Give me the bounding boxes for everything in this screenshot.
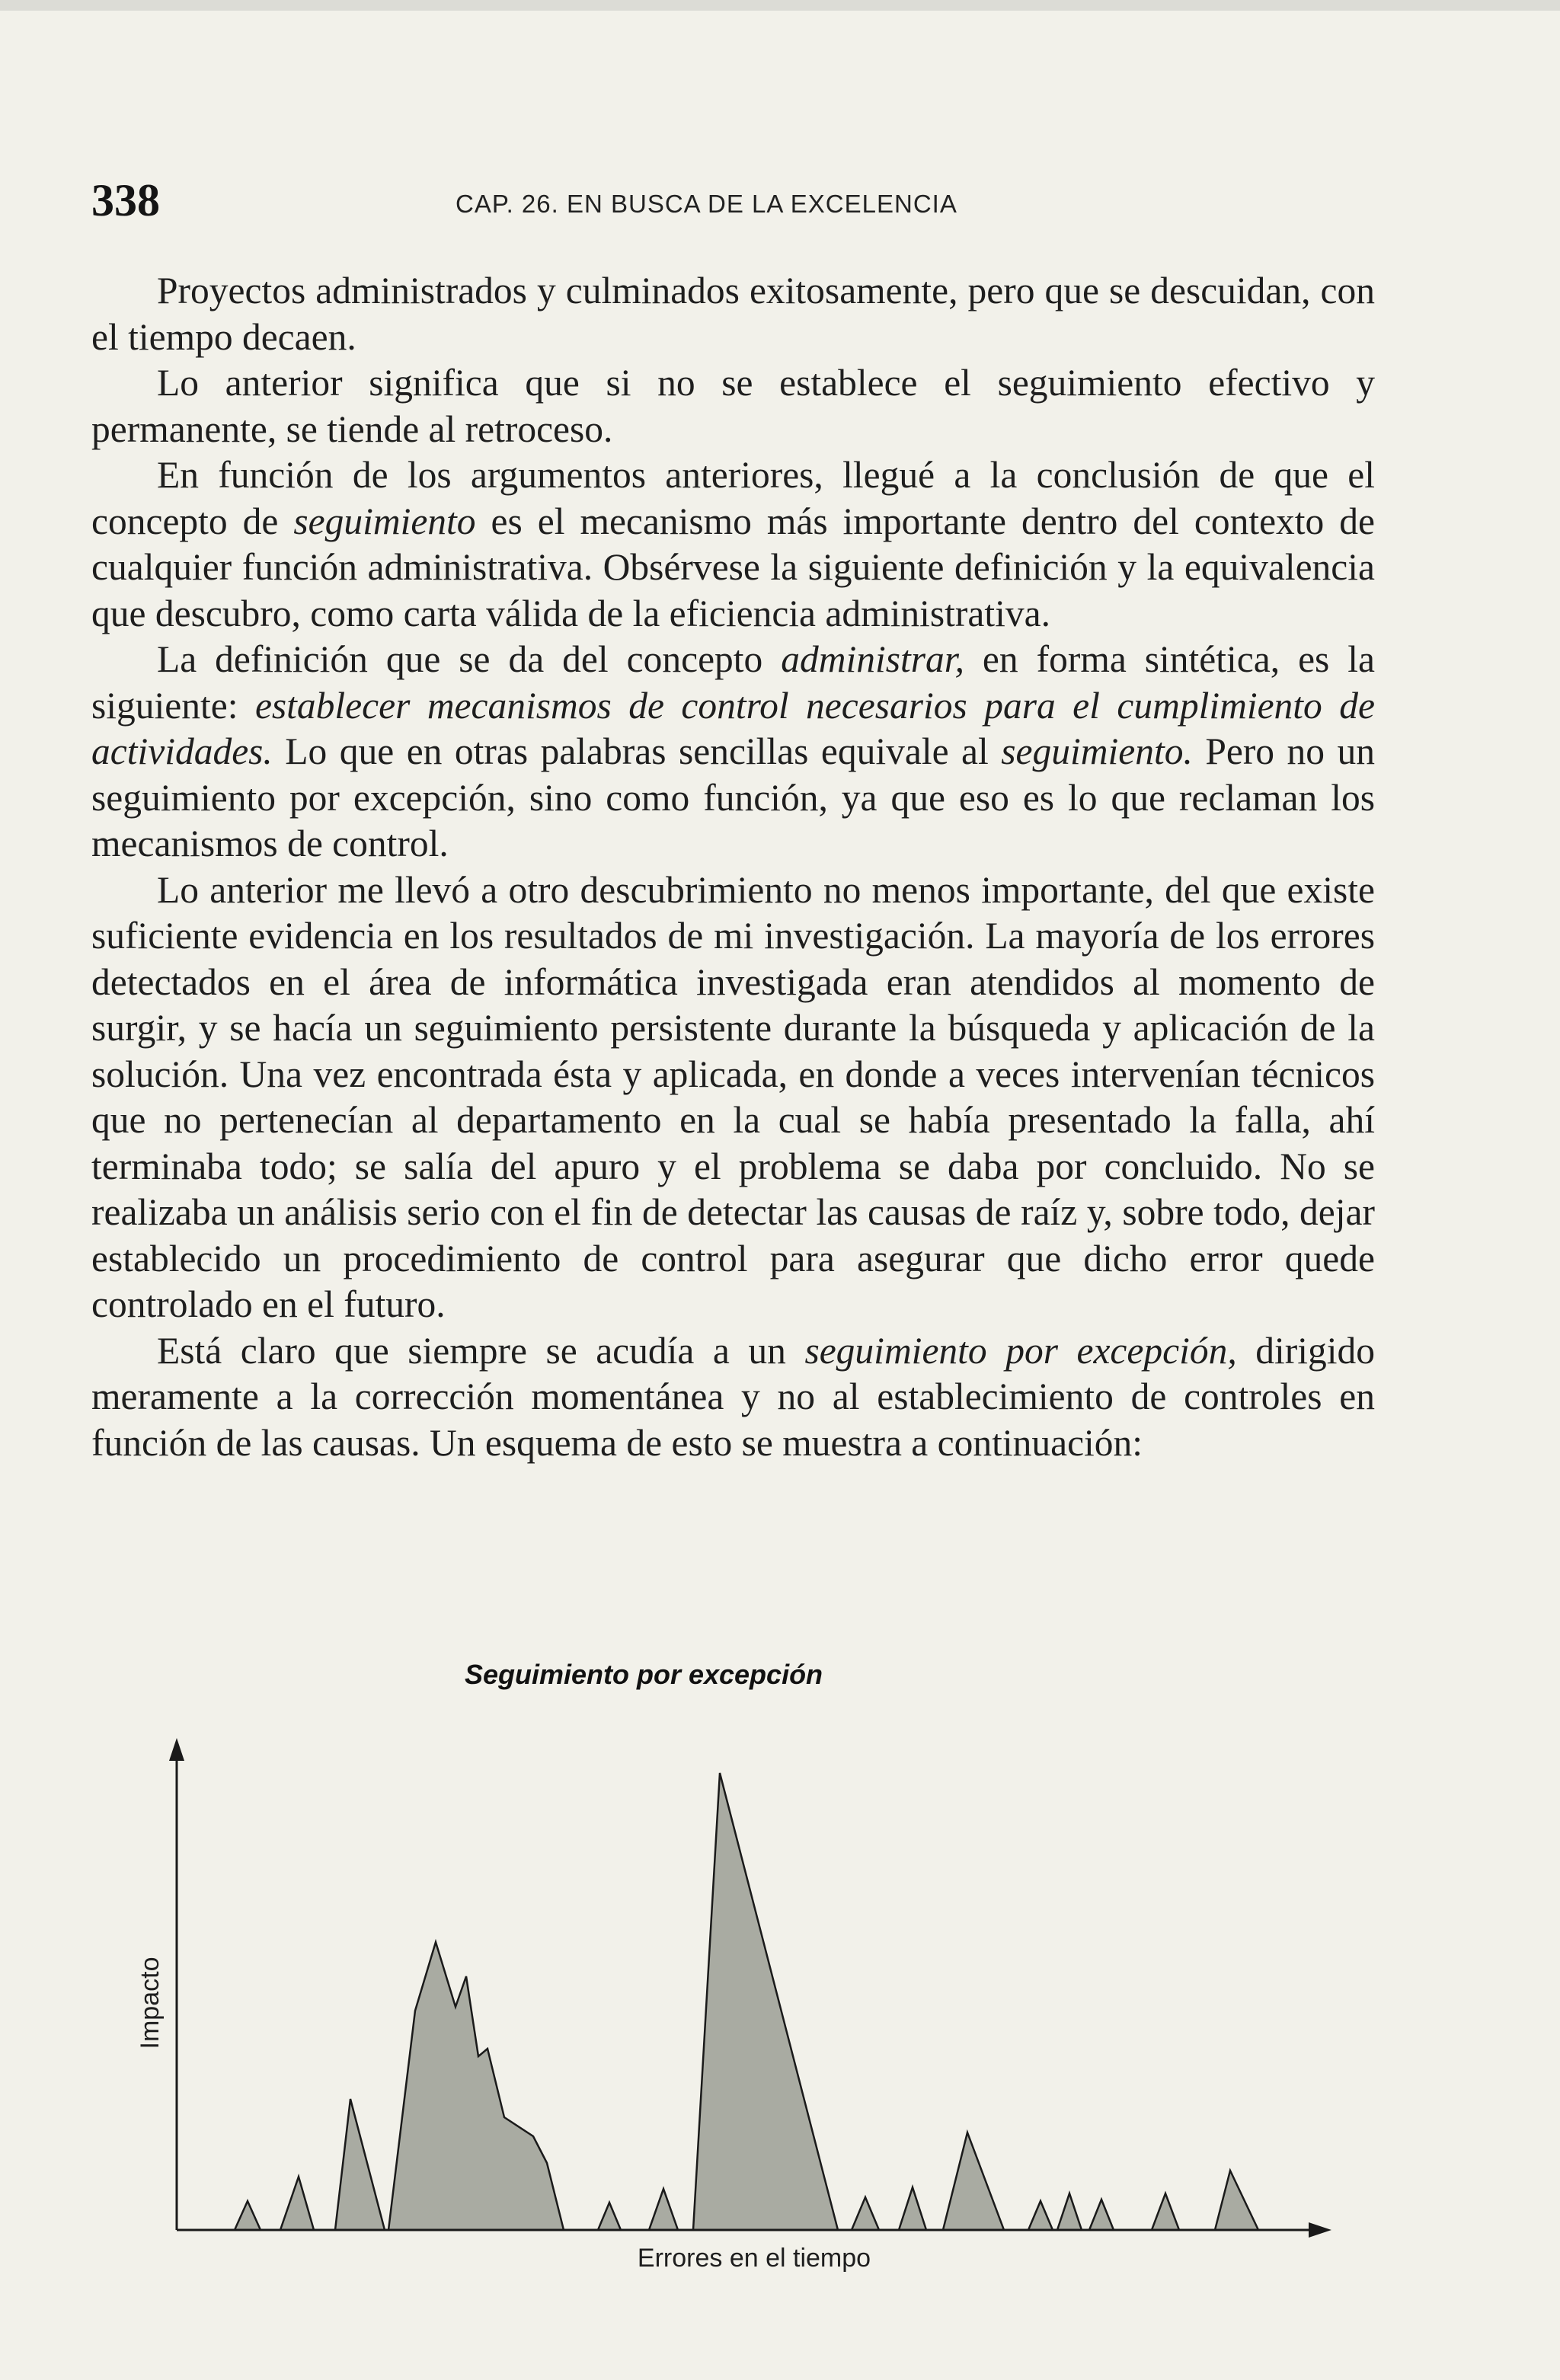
peak-1 [235, 2201, 261, 2230]
paragraph-4-text-a: La definición que se da del concepto [157, 638, 782, 680]
page-top-edge [0, 0, 1560, 11]
paragraph-4 [91, 637, 1375, 867]
page-header [91, 174, 1379, 227]
peak-tall [693, 1773, 838, 2230]
peak-3 [335, 2099, 385, 2230]
peak-11 [1089, 2200, 1114, 2230]
y-axis-label: Impacto [136, 1957, 165, 2049]
paragraph-3-text-b: es el mecanismo más importante dentro del contexto de cualquier función administrativa. Obsérvese la siguiente definición y la equivalencia que descubro, como carta válida de la eficiencia administrativa. [91, 500, 1375, 634]
peak-2 [280, 2177, 314, 2230]
error-peaks [235, 1773, 1258, 2230]
peak-8 [943, 2132, 1004, 2230]
page-number: 338 [91, 175, 160, 225]
paragraph-6 [91, 1328, 1375, 1467]
paragraph-4-text-b: en forma sintética, es la siguiente: [91, 638, 1375, 727]
peak-5 [649, 2189, 678, 2230]
body-text [91, 268, 1375, 1466]
paragraph-2 [91, 360, 1375, 452]
peak-9 [1028, 2201, 1053, 2230]
paragraph-4-text-d: Pero no un seguimiento por excepción, sino como función, ya que eso es lo que reclaman los mecanismos de control. [91, 730, 1376, 864]
peak-6 [852, 2197, 879, 2230]
peak-7 [899, 2187, 926, 2230]
paragraph-6-text-b: dirigido meramente a la corrección momentánea y no al establecimiento de controles en función de las causas. Un esquema de esto se muestra a continuación: [91, 1329, 1376, 1464]
x-axis-label: Errores en el tiempo [637, 2244, 871, 2273]
paragraph-5 [91, 867, 1375, 1328]
figure-title: Seguimiento por excepción [464, 1659, 823, 1690]
paragraph-2-text: Lo anterior significa que si no se establece el seguimiento efectivo y permanente, se tiende al retroceso. [91, 362, 1375, 450]
paragraph-6-emphasis: seguimiento por excepción, [804, 1329, 1237, 1372]
paragraph-6-text-a: Está claro que siempre se acudía a un [157, 1329, 805, 1372]
paragraph-3-text-a: En función de los argumentos anteriores, llegué a la conclusión de que el concepto de [91, 454, 1375, 542]
peak-cluster-1 [388, 1942, 564, 2230]
peak-13 [1215, 2171, 1258, 2230]
paragraph-4-emphasis-2: establecer mecanismos de control necesarios para el cumplimiento de actividades. [91, 684, 1375, 772]
y-axis-arrowhead [169, 1738, 184, 1761]
paragraph-4-text-c: Lo que en otras palabras sencillas equivale al [272, 730, 1002, 772]
paragraph-4-emphasis-1: administrar, [781, 638, 964, 680]
peak-4 [598, 2203, 621, 2230]
paragraph-1 [91, 268, 1375, 360]
peak-12 [1152, 2193, 1179, 2230]
running-head: CAP. 26. EN BUSCA DE LA EXCELENCIA [456, 190, 957, 218]
paragraph-4-emphasis-3: seguimiento. [1001, 730, 1193, 772]
axes [169, 1738, 1331, 2238]
paragraph-3-emphasis: seguimiento [293, 500, 476, 542]
peak-10 [1057, 2193, 1082, 2230]
paragraph-1-text: Proyectos administrados y culminados exitosamente, pero que se descuidan, con el tiempo decaen. [91, 270, 1375, 358]
paragraph-5-text: Lo anterior me llevó a otro descubrimiento no menos importante, del que existe suficiente evidencia en los resultados de mi investigación. La mayoría de los errores detectados en el área de informática investigada eran atendidos al momento de surgir, y se hacía un seguimiento persistente durante la búsqueda y aplicación de la solución. Una vez encontrada ésta y aplicada, en donde a veces intervenían técnicos que no pertenecían al departamento en la cual se había presentado la falla, ahí terminaba todo; se salía del apuro y el problema se daba por concluido. No se realizaba un análisis serio con el fin de detectar las causas de raíz y, sobre todo, dejar establecido un procedimiento de control para asegurar que dicho error quede controlado en el futuro. [91, 868, 1375, 1325]
x-axis-arrowhead [1309, 2222, 1331, 2238]
paragraph-3 [91, 452, 1375, 637]
